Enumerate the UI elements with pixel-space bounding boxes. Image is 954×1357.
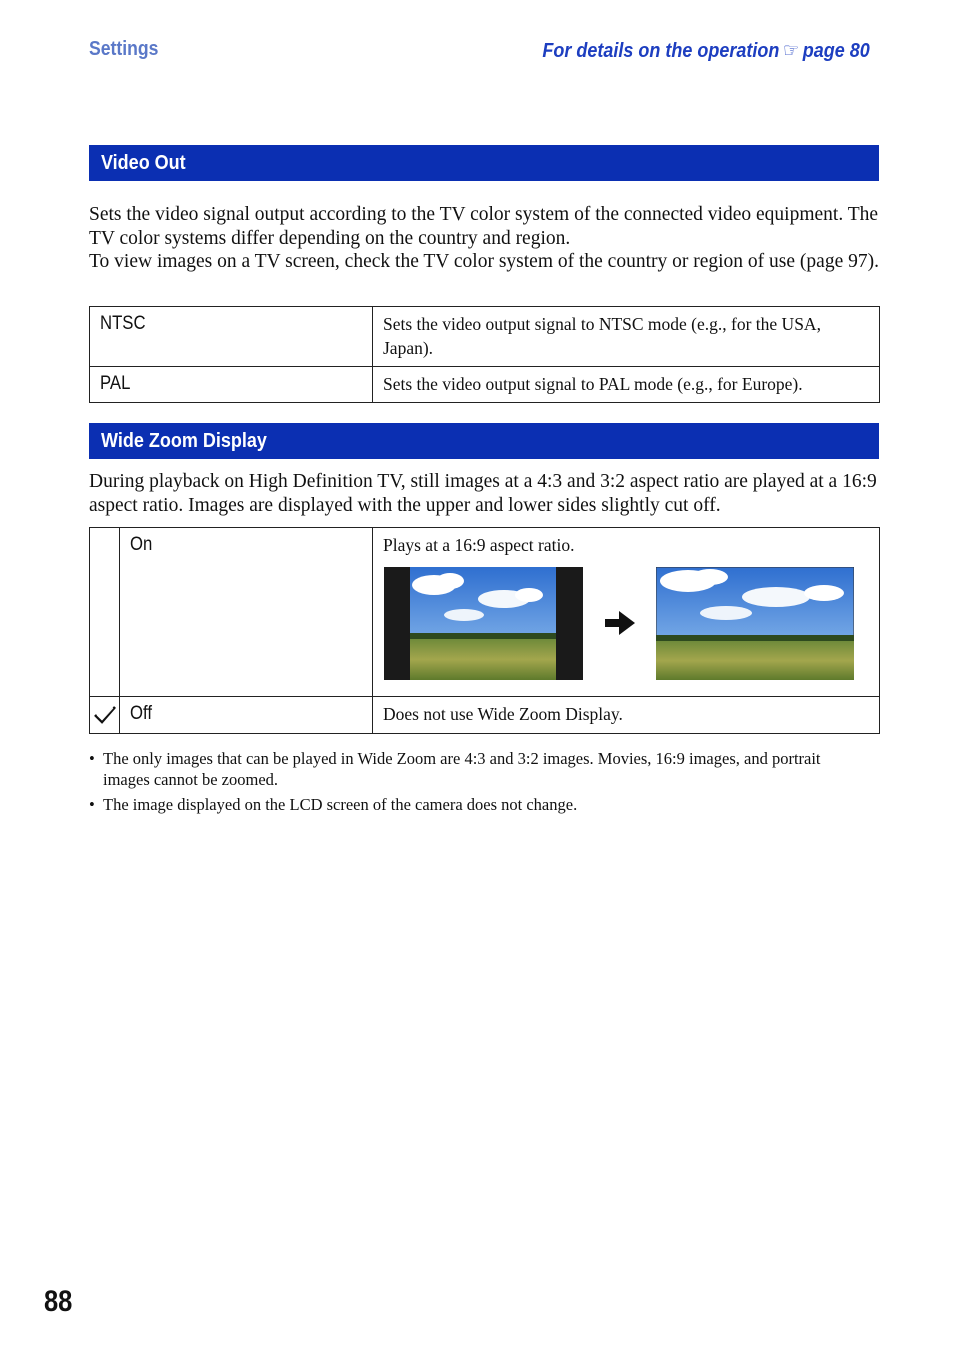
landscape-photo-pillarboxed	[384, 567, 583, 680]
video-out-description-1: Sets the video signal output according to the TV color system of the connected video equipment. The TV color systems differ depending on the country and region.	[89, 204, 879, 249]
list-item: • The image displayed on the LCD screen of the camera does not change.	[89, 795, 578, 814]
wide-zoom-options-table	[89, 527, 880, 734]
landscape-photo-wide	[656, 567, 854, 680]
table-row	[90, 307, 880, 367]
default-setting-check-icon	[94, 705, 116, 725]
option-term-on: On	[120, 528, 373, 697]
bullet-icon: •	[89, 795, 95, 814]
original-aspect-image	[384, 567, 583, 680]
wide-zoom-description: During playback on High Definition TV, still images at a 4:3 and 3:2 aspect ratio are played at a 16:9 aspect ratio. Images are displayed with the upper and lower sides slightly cut off.	[89, 471, 877, 516]
table-row	[90, 367, 880, 403]
header-section-label: Settings	[89, 38, 159, 60]
pointing-hand-icon: ☞	[783, 40, 800, 62]
page-number: 88	[44, 1285, 73, 1318]
wide-zoom-title: Wide Zoom Display	[101, 430, 267, 452]
notes-list	[89, 748, 869, 819]
video-out-heading	[89, 145, 879, 181]
option-desc-ntsc: Sets the video output signal to NTSC mode (e.g., for the USA, Japan).	[373, 307, 880, 367]
option-desc-on-text: Plays at a 16:9 aspect ratio.	[383, 535, 575, 555]
video-out-options-table	[89, 306, 880, 403]
option-desc-on	[373, 528, 880, 697]
reference-page: page 80	[802, 40, 870, 62]
wide-zoom-heading	[89, 423, 879, 459]
option-term-ntsc: NTSC	[90, 307, 373, 367]
aspect-ratio-illustration	[383, 567, 855, 685]
option-term-pal: PAL	[90, 367, 373, 403]
default-marker-cell	[90, 697, 120, 734]
option-desc-pal: Sets the video output signal to PAL mode (e.g., for Europe).	[373, 367, 880, 403]
header-reference-link[interactable]	[543, 38, 870, 63]
option-desc-off: Does not use Wide Zoom Display.	[373, 697, 880, 734]
video-out-title: Video Out	[101, 152, 186, 174]
video-out-description-2: To view images on a TV screen, check the TV color system of the country or region of use (page 97).	[89, 251, 879, 272]
wide-zoom-image	[656, 567, 854, 680]
video-out-description	[89, 203, 889, 274]
default-marker-cell	[90, 528, 120, 697]
table-row	[90, 528, 880, 697]
arrow-right-icon	[605, 611, 635, 641]
option-term-off: Off	[120, 697, 373, 734]
list-item: • The only images that can be played in Wide Zoom are 4:3 and 3:2 images. Movies, 16:9 images, and portrait images cannot be zoomed.	[89, 749, 821, 789]
reference-prefix: For details on the operation	[542, 40, 780, 62]
bullet-icon: •	[89, 749, 95, 768]
table-row	[90, 697, 880, 734]
